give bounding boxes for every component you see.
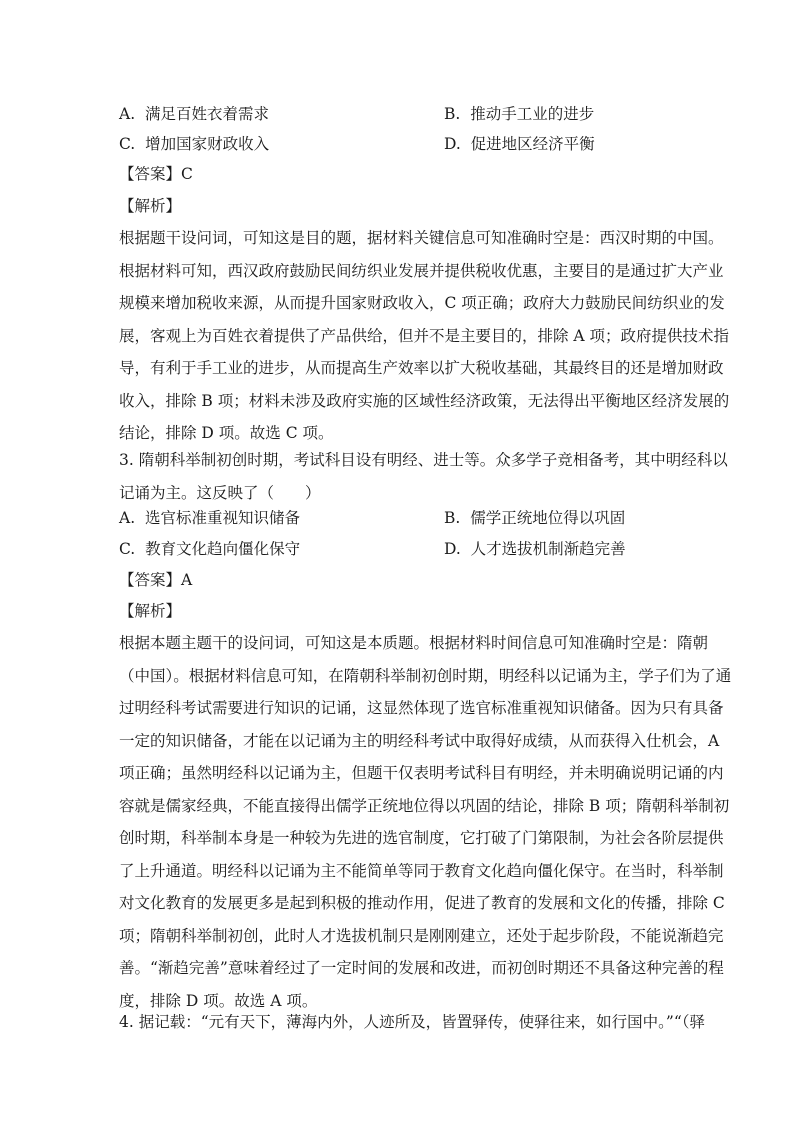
q3-stem-line: 3. 隋朝科举制初创时期，考试科目设有明经、进士等。众多学子竞相备考，其中明经科以 [119,451,728,469]
q3-option-a [119,508,300,528]
q2-option-c-letter: C. [119,135,136,153]
q3-analysis-line: 对文化教育的发展更多是起到积极的推动作用，促进了教育的发展和文化的传播，排除 C [119,894,725,912]
q3-option-d [444,539,626,559]
q2-option-b-text: 推动手工业的进步 [470,105,595,123]
q3-analysis-line: 根据本题主题干的设问词，可知这是本质题。根据材料时间信息可知准确时空是：隋朝 [119,634,709,652]
q3-analysis-line: 过明经科考试需要进行知识的记诵，这显然体现了选官标准重视知识储备。因为只有具备 [119,699,724,717]
q3-option-c [119,539,300,559]
q3-option-a-text: 选官标准重视知识储备 [144,509,300,527]
q3-option-b [444,508,625,528]
q3-option-c-text: 教育文化趋向僵化保守 [145,540,301,558]
q3-analysis [119,627,732,1017]
q4-stem: 4. 据记载：“元有天下，薄海内外，人迹所及，皆置驿传，使驿往来，如行国中。”“（驿 [119,1013,705,1031]
q2-analysis-line: 导，有利于手工业的进步，从而提高生产效率以扩大税收基础，其最终目的还是增加财政 [119,359,724,377]
q2-analysis-line: 根据材料可知，西汉政府鼓励民间纺织业发展并提供税收优惠，主要目的是通过扩大产业 [119,261,724,280]
q3-analysis-line: 创时期，科举制本身是一种较为先进的选官制度，它打破了门第限制，为社会各阶层提供 [119,829,724,847]
q3-analysis-line: 一定的知识储备，才能在以记诵为主的明经科考试中取得好成绩，从而获得入仕机会，A [119,731,720,750]
q2-analysis-label: 【解析】 [119,197,182,215]
q3-analysis-line: 了上升通道。明经科以记诵为主不能简单等同于教育文化趋向僵化保守。在当时，科举制 [119,861,724,880]
q2-analysis-line: 收入，排除 B 项；材料未涉及政府实施的区域性经济政策，无法得出平衡地区经济发展的 [119,391,730,410]
q3-option-a-letter: A. [119,509,136,527]
q3-analysis-label: 【解析】 [119,602,182,620]
q2-option-a-text: 满足百姓衣着需求 [144,105,269,123]
q3-option-b-letter: B. [444,509,461,527]
q2-option-d-text: 促进地区经济平衡 [470,135,595,153]
q2-answer: 【答案】C [119,165,193,183]
q3-analysis-line: 项；隋朝科举制初创，此时人才选拔机制只是刚刚建立，还处于起步阶段，不能说渐趋完 [119,926,724,945]
q2-option-b-letter: B. [444,105,461,123]
q2-analysis-line: 规模来增加税收来源，从而提升国家财政收入，C 项正确；政府大力鼓励民间纺织业的发 [119,294,725,312]
q3-stem [119,444,728,509]
q2-analysis-line: 根据题干设问词，可知这是目的题，据材料关键信息可知准确时空是：西汉时期的中国。 [119,229,724,247]
q2-option-b [444,104,594,124]
q3-option-d-letter: D. [444,540,461,558]
q3-option-d-text: 人才选拔机制渐趋完善 [470,540,626,558]
q2-analysis [119,222,730,450]
q2-option-c [119,134,269,154]
q3-option-c-letter: C. [119,540,136,558]
q2-option-a-letter: A. [119,105,136,123]
q2-analysis-line: 展，客观上为百姓衣着提供了产品供给，但并不是主要目的，排除 A 项；政府提供技术指 [119,326,730,345]
q2-analysis-line: 结论，排除 D 项。故选 C 项。 [119,424,334,442]
q2-option-d [444,134,595,154]
q3-answer: 【答案】A [119,571,193,589]
q3-analysis-line: 容就是儒家经典，不能直接得出儒学正统地位得以巩固的结论，排除 B 项；隋朝科举制初 [119,796,730,815]
q2-option-a [119,104,269,124]
q3-option-b-text: 儒学正统地位得以巩固 [470,509,626,527]
q3-analysis-line: （中国）。根据材料信息可知，在隋朝科举制初创时期，明经科以记诵为主，学子们为了通 [119,666,732,685]
q2-option-d-letter: D. [444,135,461,153]
q2-option-c-text: 增加国家财政收入 [145,135,270,153]
q3-analysis-line: 度，排除 D 项。故选 A 项。 [119,991,318,1010]
q3-stem-line: 记诵为主。这反映了（ ） [119,483,321,502]
q3-analysis-line: 项正确；虽然明经科以记诵为主，但题干仅表明考试科目有明经，并未明确说明记诵的内 [119,764,724,782]
q3-analysis-line: 善。“渐趋完善”意味着经过了一定时间的发展和改进，而初创时期还不具备这种完善的程 [119,959,724,977]
